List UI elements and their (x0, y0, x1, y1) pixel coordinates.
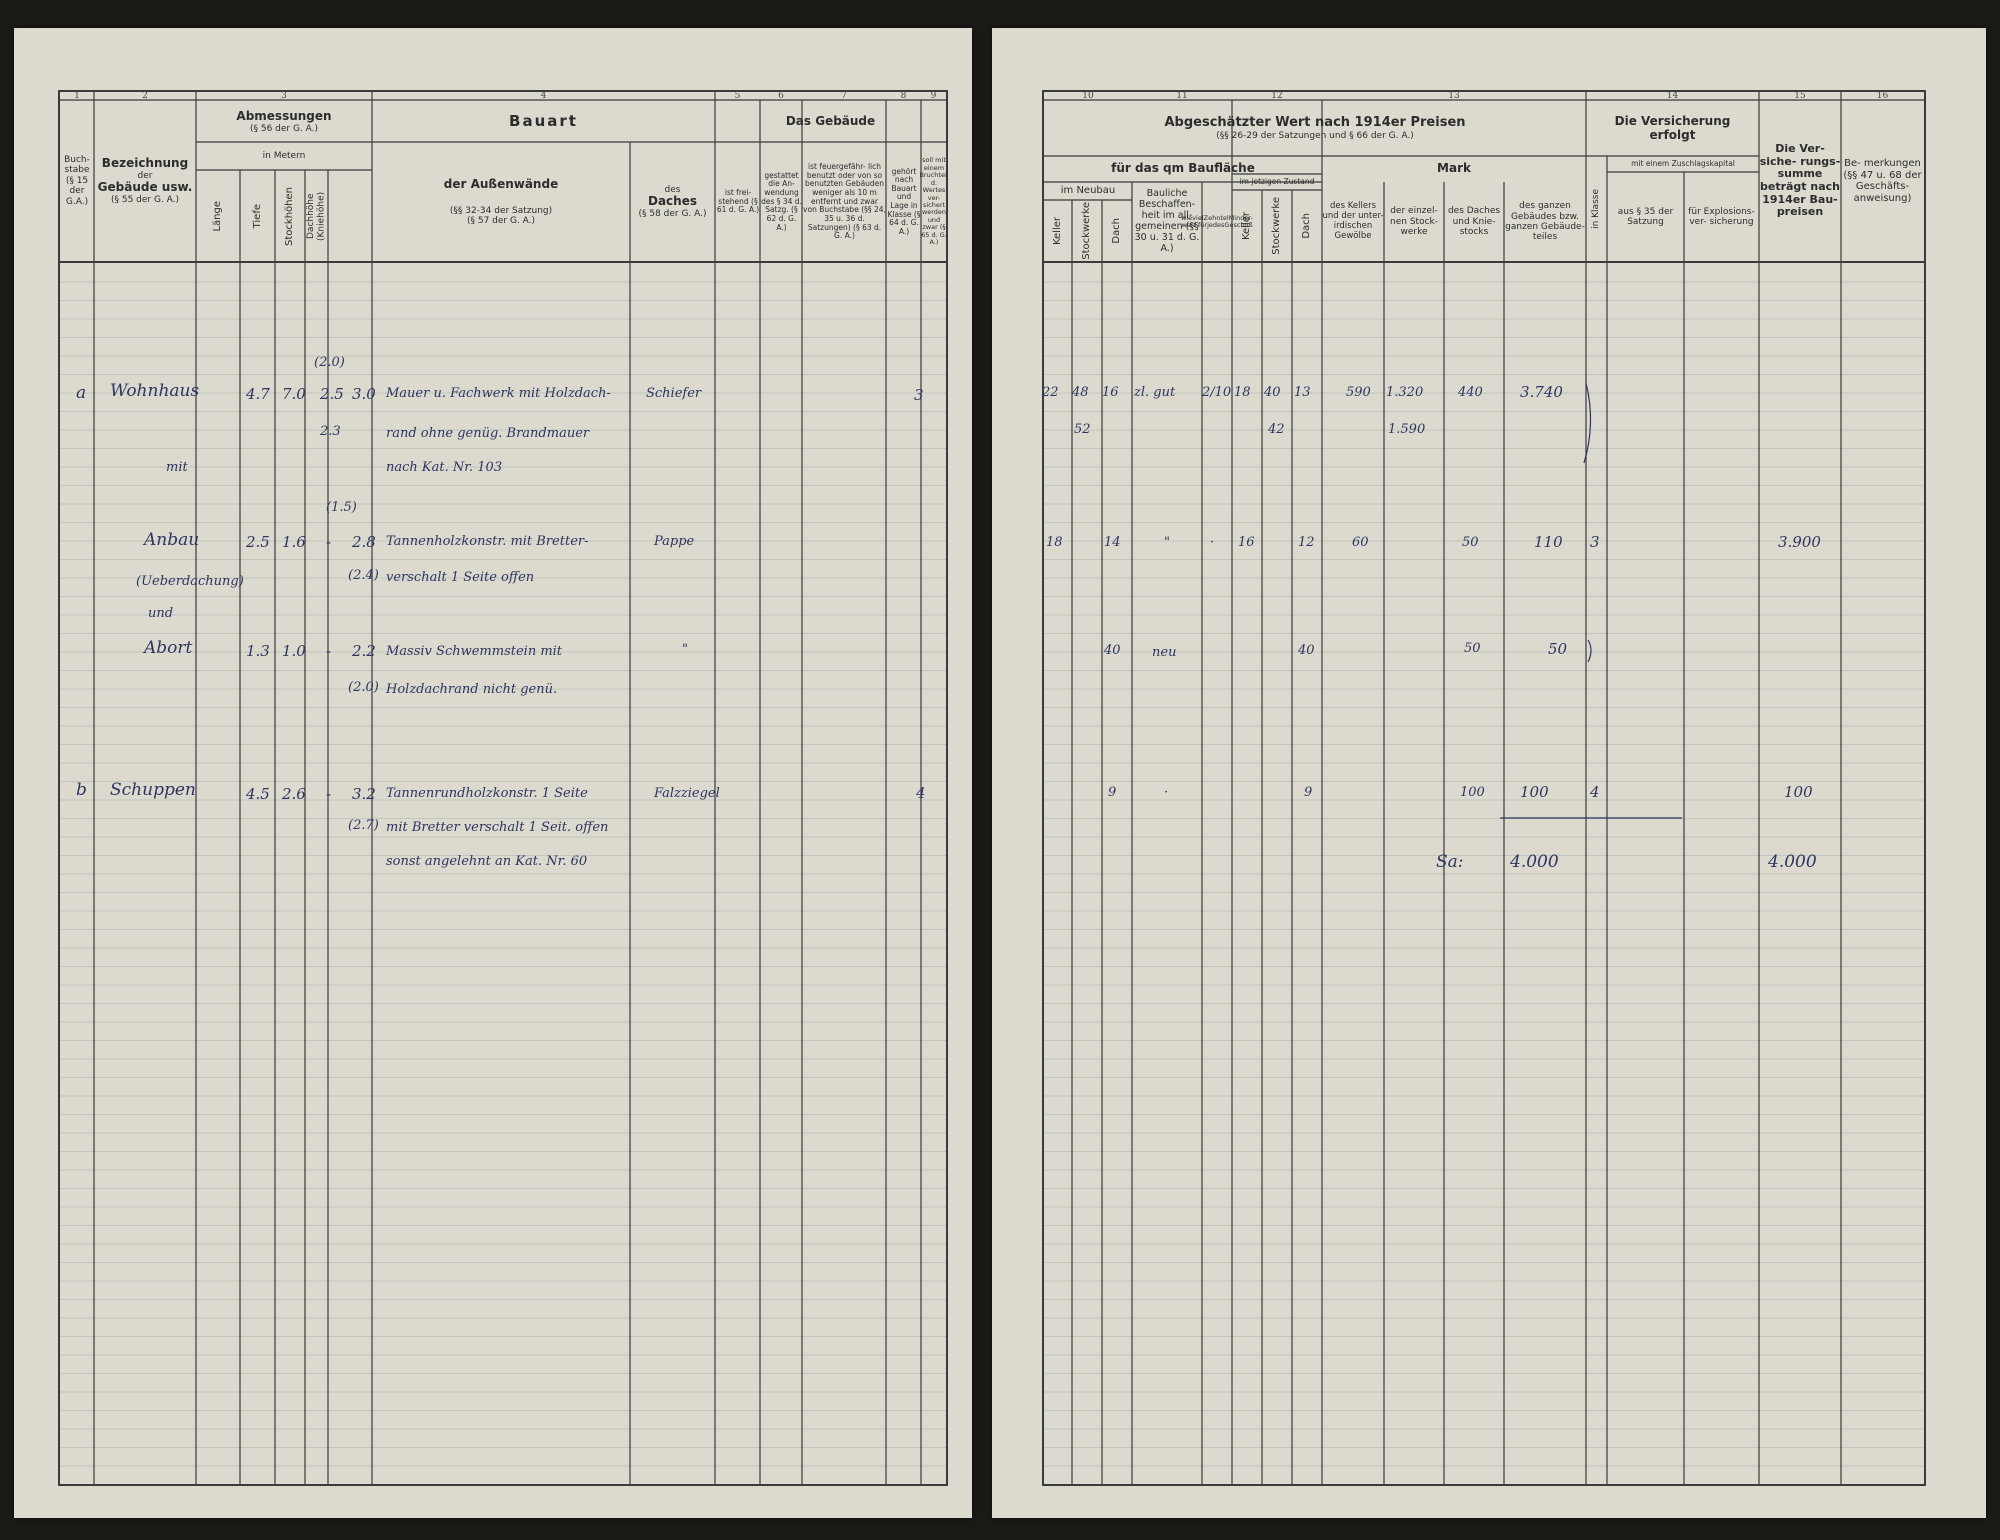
hw-r-m4-c: 50 (1548, 640, 1568, 658)
header-zuschlag: mit einem Zuschlagskapital (1631, 158, 1735, 168)
colnum-12: 12 (1271, 91, 1283, 101)
hw-a-stock-top: (2.0) (314, 355, 345, 370)
header-daches-2: Daches (648, 194, 697, 209)
colnum-8: 8 (900, 91, 907, 101)
header-summe: Die Ver- siche- rungs- summe beträgt nach 1914er Bau- preisen (1759, 142, 1841, 219)
hw-r-stock-j-a: 40 (1264, 385, 1281, 400)
header-stock-text: Stockhöhen (284, 186, 296, 246)
header-in-metern: in Metern (262, 150, 306, 161)
hw-r-klasse-d: 4 (1590, 783, 1600, 801)
hw-a-aussen-2: rand ohne genüg. Brandmauer (386, 426, 590, 441)
header-m4: des ganzen Gebäudes bzw. ganzen Gebäude- teiles (1505, 201, 1585, 243)
header-klasse-text: in Klasse (1591, 189, 1602, 229)
hw-c-dach: 2.2 (352, 642, 376, 660)
brace-stroke-2 (1588, 640, 1591, 662)
header-qm: für das qm Baufläche (1111, 161, 1255, 176)
hw-schuppen: Schuppen (110, 780, 196, 800)
hw-r-keller-j-b: 16 (1238, 535, 1255, 550)
hw-a-stock-2: 2.3 (320, 424, 341, 439)
header-bez-3: Gebäude usw. (97, 180, 193, 194)
header-wert-2: (§§ 26-29 der Satzungen und § 66 der G. A.) (1216, 131, 1414, 142)
header-stockwerke-text: Stockwerke (1081, 202, 1093, 260)
header-c9: soll mit einem Bruchteil d. Wertes ver- sichert werden und zwar (§ 65 d. G. A.) (919, 156, 949, 247)
colnum-5: 5 (734, 91, 741, 101)
hw-d-stock: - (326, 785, 332, 803)
header-stockwerke-2-text: Stockwerke (1271, 197, 1283, 255)
header-dach-r-text: Dach (1111, 218, 1123, 244)
colnum-14: 14 (1666, 91, 1679, 101)
colnum-6: 6 (778, 91, 784, 101)
hw-r-zehntel-a: 2/10 (1202, 385, 1232, 400)
header-bemerkungen: Be- merkungen (§§ 47 u. 68 der Geschäfts- anweisung) (1843, 158, 1922, 204)
colnum-10: 10 (1082, 91, 1094, 101)
hw-r-keller-b: 18 (1046, 535, 1063, 550)
header-dach-2-text: Dach (1301, 213, 1313, 239)
hw-r-m4-d: 100 (1520, 783, 1549, 801)
hw-anbau: Anbau (144, 530, 200, 550)
header-tiefe (240, 172, 275, 260)
hw-c-aussen-1: Massiv Schwemmstein mit (386, 644, 563, 659)
hw-d-dach-2: (2.7) (348, 818, 379, 833)
hw-r-baulich-d: · (1164, 785, 1169, 800)
hw-r-summe-total: 4.000 (1768, 852, 1817, 872)
hw-r-keller-a: 22 (1042, 385, 1059, 400)
colnum-4: 4 (540, 91, 547, 101)
header-daches-3: (§ 58 der G. A.) (638, 208, 707, 219)
header-bez-2: der (137, 170, 153, 181)
colnum-1: 1 (74, 91, 80, 101)
hw-b-dach: 2.8 (352, 533, 376, 551)
hw-c-dach-2: (2.0) (348, 680, 379, 695)
header-laenge-text: Länge (212, 200, 224, 232)
hw-r-dach-j-b: 12 (1298, 535, 1315, 550)
hw-d-klasse: 4 (916, 784, 926, 802)
hw-r-sa-label: Sa: (1436, 852, 1464, 872)
hw-r-summe-b: 3.900 (1778, 533, 1821, 551)
hw-d-dach: 3.2 (352, 785, 376, 803)
hw-r-m1-b: 60 (1352, 535, 1369, 550)
hw-r-total: 4.000 (1510, 852, 1559, 872)
hw-r-zehntel-b: · (1210, 535, 1215, 550)
hw-a-klasse: 3 (914, 386, 924, 404)
hw-r-dach-j-c: 40 (1298, 643, 1315, 658)
hw-b-letter: b (76, 780, 87, 800)
hw-b-laenge: 2.5 (246, 533, 270, 551)
header-abmessungen (196, 102, 372, 142)
header-bez-1: Bezeichnung (101, 155, 189, 170)
hw-c-aussen-2: Holzdachrand nicht genü. (386, 682, 558, 697)
left-page (14, 28, 972, 1518)
header-bez-4: (§ 55 der G. A.) (110, 194, 180, 205)
hw-r-m4-b: 110 (1534, 533, 1563, 551)
hw-b-tiefe: 1.6 (282, 533, 306, 551)
hw-a-dachart: Schiefer (646, 386, 702, 401)
hw-a-dach: 3.0 (352, 385, 376, 403)
hw-ueberdachung: (Ueberdachung) (136, 574, 244, 589)
colnum-16: 16 (1876, 91, 1889, 101)
header-abm-1: Abmessungen (236, 108, 332, 123)
hw-r-keller-j-a: 18 (1234, 385, 1251, 400)
header-m3: des Daches und Knie- stocks (1447, 206, 1501, 238)
header-vers-2: erfolgt (1649, 128, 1696, 142)
header-m2: der einzel- nen Stock- werke (1390, 206, 1438, 238)
hw-r-dach-c: 40 (1104, 643, 1121, 658)
hw-r-dach-a: 16 (1102, 385, 1119, 400)
colnum-15: 15 (1794, 91, 1806, 101)
hw-r-klasse-b: 3 (1590, 533, 1600, 551)
hw-r-m3-c: 50 (1464, 641, 1481, 656)
header-stockhoehen (275, 172, 305, 260)
header-wert-1: Abgeschätzter Wert nach 1914er Preisen (1164, 115, 1466, 131)
header-c8: gehört nach Bauart und Lage in Klasse (§ 64 d. G. A.) (887, 166, 921, 236)
hw-a-aussen-3: nach Kat. Nr. 103 (386, 460, 503, 475)
colnum-9: 9 (930, 91, 937, 101)
header-neubau: im Neubau (1060, 185, 1116, 197)
header-keller-text: Keller (1052, 216, 1064, 246)
colnum-13: 13 (1448, 91, 1460, 101)
hw-r-summe-d: 100 (1784, 783, 1813, 801)
hw-c-dachart: " (682, 642, 688, 657)
header-keller-2-text: Keller (1241, 211, 1253, 241)
hw-a-aussen-1: Mauer u. Fachwerk mit Holzdach- (386, 386, 611, 401)
header-vers-1: Die Versicherung (1614, 114, 1731, 129)
hw-c-laenge: 1.3 (246, 642, 270, 660)
colnum-3: 3 (281, 91, 287, 101)
hw-a-tiefe: 7.0 (282, 385, 306, 403)
header-abm-2: (§ 56 der G. A.) (249, 123, 319, 134)
hw-r-dach-d: 9 (1108, 785, 1117, 800)
hw-b-dach-2: (2.4) (348, 568, 379, 583)
header-daches-1: des (664, 184, 681, 195)
header-c5: ist frei- stehend (§ 61 d. G. A.) (716, 188, 760, 215)
header-bezeichnung (94, 102, 196, 260)
colnum-11: 11 (1176, 91, 1188, 101)
header-buchstabe: Buch- stabe (§ 15 der G.A.) (64, 155, 90, 207)
header-dachhoehe (305, 172, 328, 260)
hw-d-aussen-3: sonst angelehnt an Kat. Nr. 60 (386, 854, 588, 869)
brace-stroke-1 (1584, 383, 1591, 463)
hw-b-dachart: Pappe (654, 534, 695, 549)
hw-a-letter: a (76, 383, 87, 403)
header-m1: des Kellers und der unter- irdischen Gewölbe (1322, 201, 1384, 241)
hw-c-stock: - (326, 642, 332, 660)
hw-r-baulich-c: neu (1152, 645, 1177, 660)
header-baulich: Bauliche Beschaffen- heit im all- gemeinen (§§ 30 u. 31 d. G. A.) (1134, 188, 1200, 254)
hw-d-aussen-1: Tannenrundholzkonstr. 1 Seite (386, 786, 588, 801)
hw-r-stock-a2: 52 (1074, 422, 1091, 437)
hw-r-dach-j-a: 13 (1294, 385, 1311, 400)
header-c6: gestattet die An- wendung des § 34 d. Satzg. (§ 62 d. G. A.) (761, 170, 802, 232)
hw-d-laenge: 4.5 (246, 785, 270, 803)
hw-b-stock: - (326, 533, 332, 551)
hw-r-stock-a: 48 (1072, 385, 1089, 400)
header-aussen-2: (§§ 32-34 der Satzung) (449, 205, 553, 216)
header-daches (630, 144, 715, 260)
header-aussen-3: (§ 57 der G. A.) (466, 215, 536, 226)
header-mark: Mark (1437, 161, 1471, 176)
header-jetzig: im jetzigen Zustand (1239, 176, 1315, 186)
hw-r-m1-a: 590 (1346, 385, 1371, 400)
hw-r-stock-j-a2: 42 (1268, 422, 1285, 437)
hw-d-dachart: Falzziegel (654, 786, 720, 801)
header-tiefe-text: Tiefe (251, 203, 263, 229)
hw-b-stock-top: (1.5) (326, 500, 357, 515)
hw-r-m4-a: 3.740 (1520, 383, 1563, 401)
hw-wohnhaus: Wohnhaus (110, 381, 200, 401)
hw-abort: Abort (144, 638, 193, 658)
header-bauart: Bauart (509, 112, 578, 131)
hw-d-aussen-2: mit Bretter verschalt 1 Seit. offen (386, 820, 609, 835)
hw-a-laenge: 4.7 (246, 385, 270, 403)
hw-r-m3-b: 50 (1462, 535, 1479, 550)
hw-a-stock: 2.5 (320, 385, 344, 403)
hw-r-baulich-a: zl. gut (1134, 385, 1176, 400)
header-laenge (196, 172, 240, 260)
hw-b-aussen-1: Tannenholzkonstr. mit Bretter- (386, 534, 589, 549)
hw-r-m2-a: 1.320 (1386, 385, 1424, 400)
hw-d-tiefe: 2.6 (282, 785, 306, 803)
hw-r-m3-a: 440 (1458, 385, 1483, 400)
hw-r-m3-d: 100 (1460, 785, 1485, 800)
header-zehntel: wievielZehntelMinder-wert fürjedesGeschoß (1181, 213, 1253, 229)
header-dach-text: Dachhöhe (Kniehöhe) (306, 191, 327, 241)
header-explo: für Explosions- ver- sicherung (1688, 206, 1755, 227)
header-das-gebaeude: Das Gebäude (785, 114, 876, 129)
colnum-7: 7 (841, 91, 847, 101)
hw-mit: mit (166, 460, 188, 475)
hw-b-aussen-2: verschalt 1 Seite offen (386, 570, 535, 585)
header-aussenwaende (372, 144, 630, 260)
colnum-2: 2 (142, 91, 148, 101)
hw-r-m2-a2: 1.590 (1388, 422, 1426, 437)
header-c7: ist feuergefähr- lich benutzt oder von so benutzten Gebäuden weniger als 10 m entfernt und zwar von Buchstabe (§§ 24, 35 u. 36 d. Satzungen) (§ 63 d. G. A.) (803, 162, 886, 241)
hw-r-baulich-b: " (1164, 535, 1170, 550)
header-aussen-1: der Außenwände (443, 176, 559, 191)
header-aus: aus § 35 der Satzung (1617, 206, 1674, 227)
hw-r-dach-j-d: 9 (1304, 785, 1313, 800)
hw-strokes (992, 28, 1986, 1518)
hw-c-tiefe: 1.0 (282, 642, 306, 660)
hw-und: und (148, 606, 174, 621)
hw-r-dach-b: 14 (1104, 535, 1121, 550)
right-page (992, 28, 1986, 1518)
